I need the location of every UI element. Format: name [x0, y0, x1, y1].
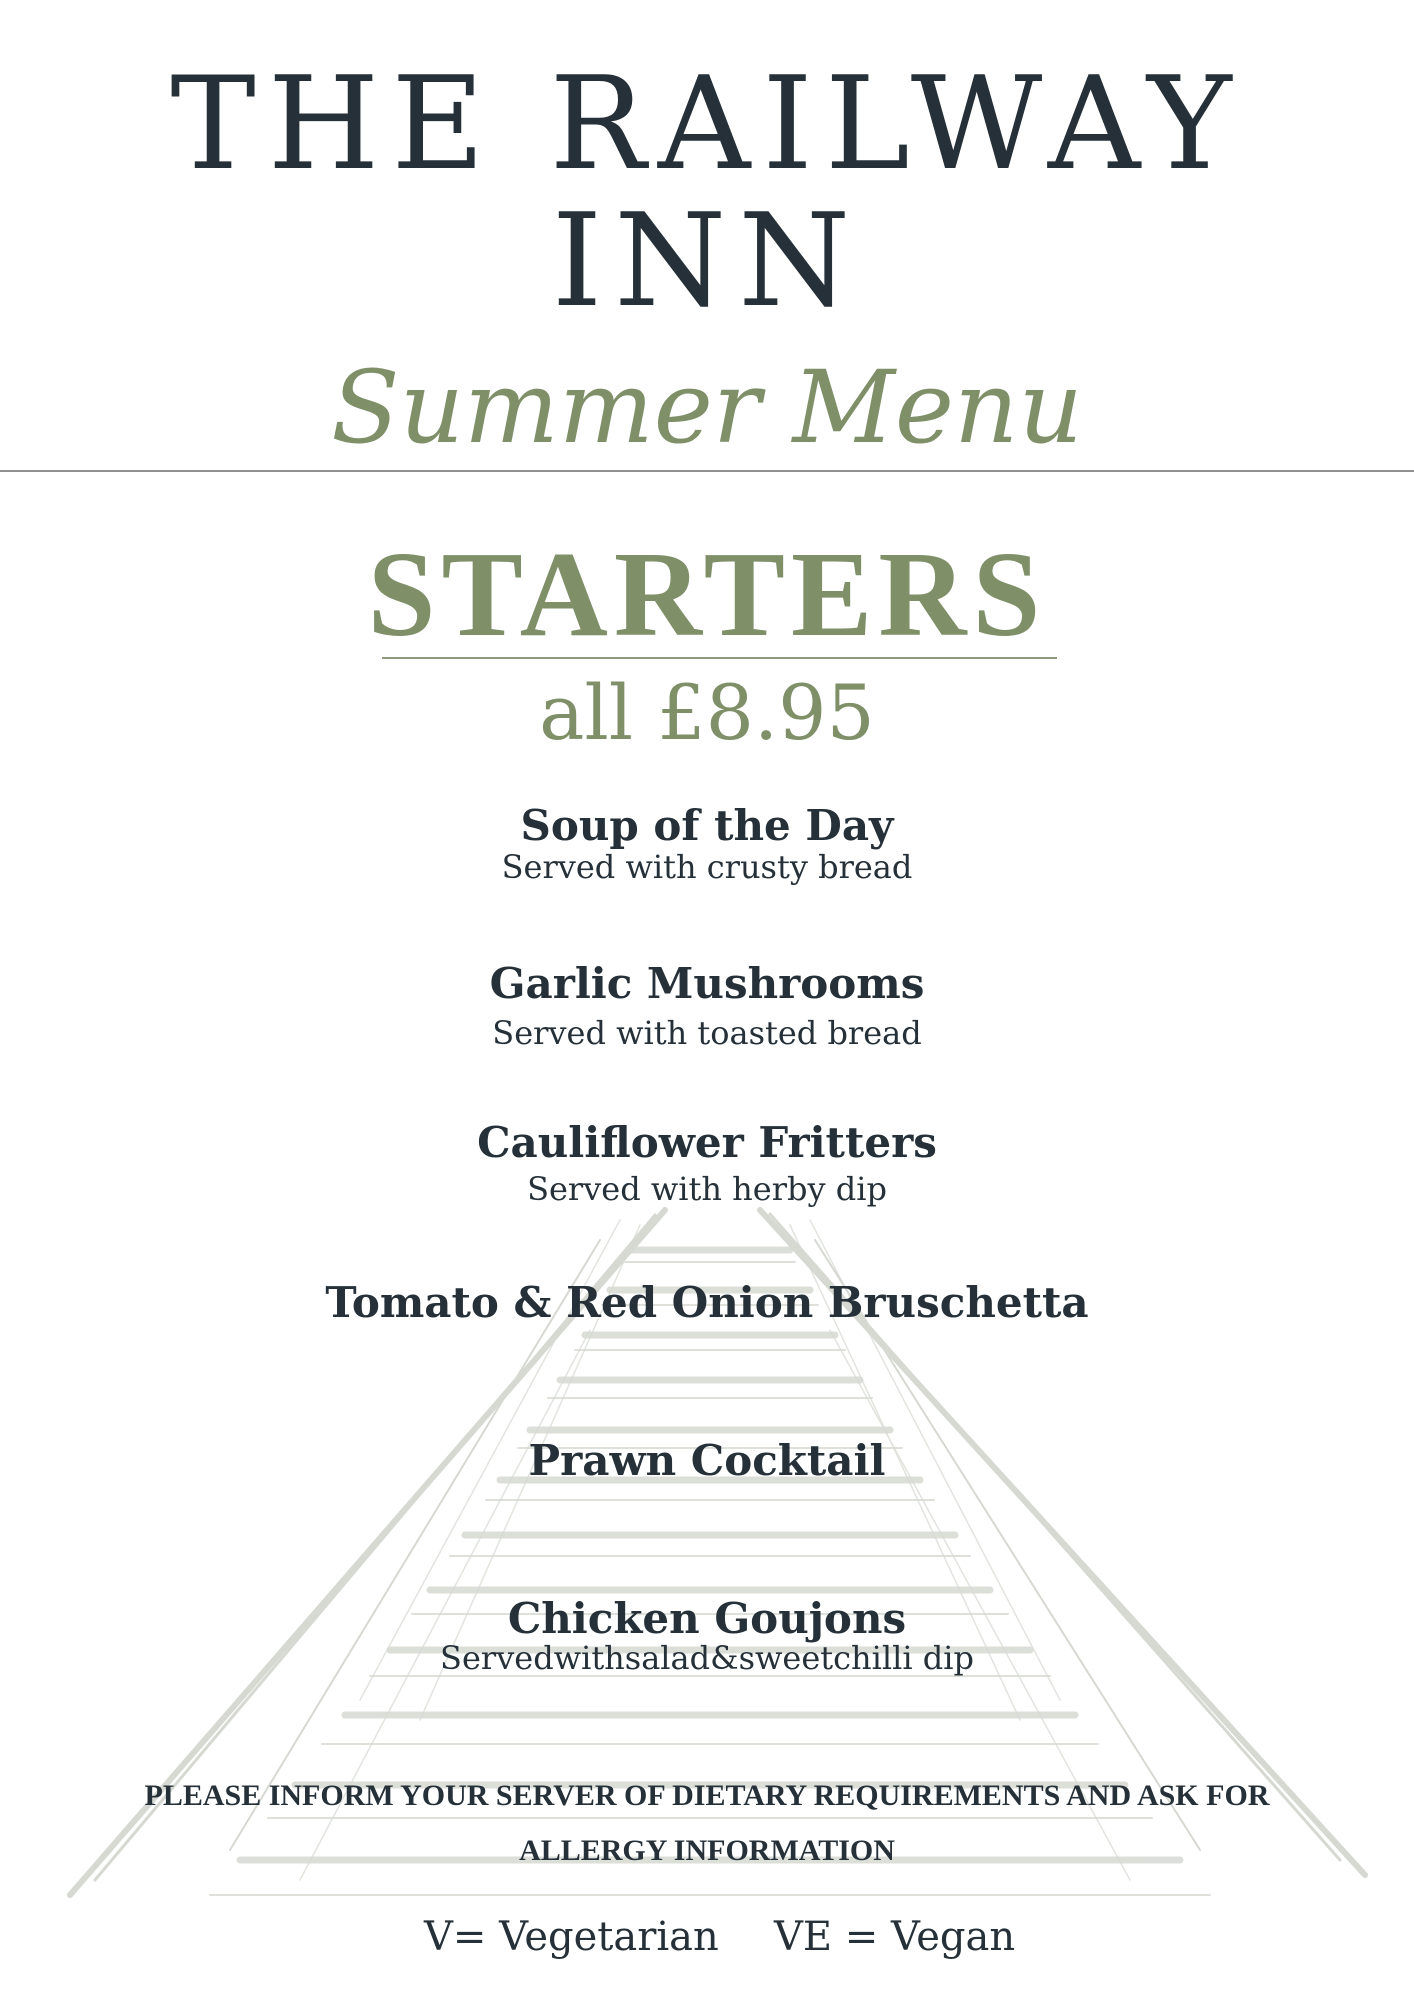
section-title: STARTERS [367, 527, 1047, 662]
menu-item-description: Served with toasted bread [492, 1014, 922, 1052]
menu-subtitle: Summer Menu [331, 349, 1083, 466]
menu-item-name: Chicken Goujons [507, 1594, 907, 1643]
menu-item-description: Served with herby dip [527, 1170, 887, 1208]
header-divider [0, 470, 1414, 472]
menu-item-name: Soup of the Day [520, 801, 894, 850]
section-divider [382, 657, 1057, 659]
menu-item-name: Tomato & Red Onion Bruschetta [325, 1278, 1089, 1327]
restaurant-name-line1: THE RAILWAY [170, 50, 1244, 199]
legend-vegetarian: V= Vegetarian [424, 1914, 719, 1960]
menu-item-name: Prawn Cocktail [528, 1436, 886, 1485]
menu-item-description: Servedwithsalad&sweetchilli dip [440, 1639, 974, 1677]
section-price: all £8.95 [539, 668, 875, 757]
legend-vegan: VE = Vegan [774, 1914, 1016, 1960]
restaurant-name-line2: INN [551, 187, 863, 336]
menu-item-name: Cauliflower Fritters [477, 1118, 937, 1167]
menu-item-description: Served with crusty bread [501, 848, 913, 886]
menu-item-name: Garlic Mushrooms [489, 959, 925, 1008]
dietary-notice: PLEASE INFORM YOUR SERVER OF DIETARY REQUIREMENTS AND ASK FOR ALLERGY INFORMATION [144, 1779, 1270, 1867]
